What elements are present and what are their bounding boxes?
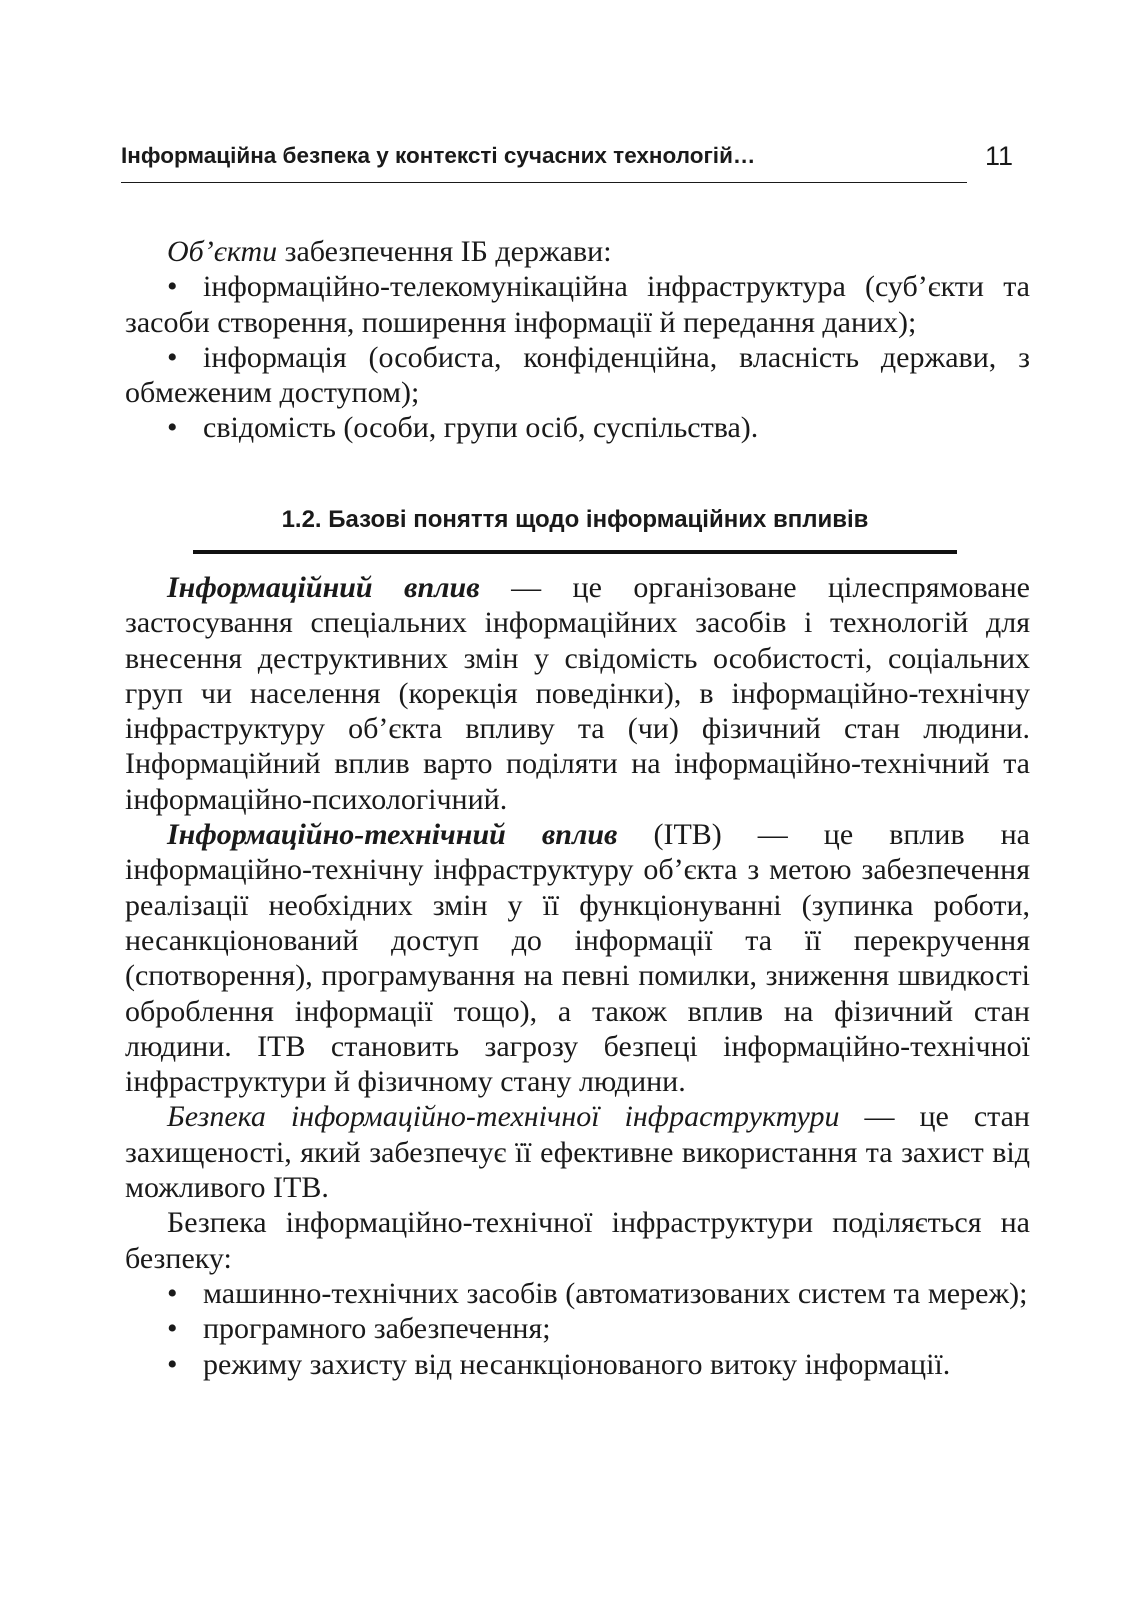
- list-item-text: програмного забезпечення;: [203, 1312, 551, 1346]
- paragraph-infrastructure-security: [125, 1099, 1030, 1205]
- bullet-icon: •: [167, 1347, 178, 1381]
- list-item-text: режиму захисту від несанкціонованого витоку інформації.: [203, 1347, 951, 1381]
- paragraph-text: Безпека інформаційно-технічної інфраструктури поділяється на безпеку:: [125, 1206, 1030, 1275]
- paragraph-text: (ІТВ) — це вплив на інформаційно-технічну інфраструктуру об’єкта з метою забезпечення реалізації необхідних змін у її функціонуванні (зупинка роботи, несанкціонований доступ до інформації та її перекручення (спотворення), програмування на певні помилки, зниження швидкості оброблення інформації тощо), а також вплив на фізичний стан людини. ІТВ становить загрозу безпеці інформаційно-технічної інфраструктури й фізичному стану людини.: [125, 818, 1030, 1099]
- paragraph-text: — це організоване цілеспрямоване застосування спеціальних інформаційних засобів і технологій для внесення деструктивних змін у свідомість особистості, соціальних груп чи населення (корекція поведінки), в інформаційно-технічну інфраструктуру об’єкта впливу та (чи) фізичний стан людини. Інформаційний вплив варто поділяти на інформаційно-технічний та інформаційно-психологічний.: [125, 571, 1030, 816]
- list-item-text: інформаційно-телекомунікаційна інфраструктура (суб’єкти та засоби створення, поширення інформації й передання даних);: [125, 270, 1030, 339]
- paragraph-information-influence: [125, 570, 1030, 817]
- term: Інформаційно-технічний вплив: [167, 818, 618, 852]
- bullet-icon: •: [167, 340, 178, 374]
- objects-lead-italic: Об’єкти: [167, 235, 278, 268]
- list-item-text: свідомість (особи, групи осіб, суспільства).: [203, 411, 759, 445]
- section-heading: 1.2. Базові поняття щодо інформаційних впливів: [281, 506, 869, 533]
- paragraph-technical-influence: [125, 817, 1030, 1099]
- body-block: [125, 570, 1030, 1382]
- list-item: [125, 1311, 1030, 1346]
- list-item: [125, 269, 1030, 340]
- term: Безпека інформаційно-технічної інфраструктури: [167, 1100, 840, 1134]
- list-item-text: машинно-технічних засобів (автоматизованих систем та мереж);: [203, 1276, 1028, 1310]
- running-header-title: Інформаційна безпека у контексті сучасних технологій…: [121, 143, 756, 168]
- list-item-text: інформація (особиста, конфіденційна, власність держави, з обмеженим доступом);: [125, 340, 1030, 410]
- paragraph-text: — це стан захищеності, який забезпечує її ефективне використання та захист від можливого ІТВ.: [125, 1100, 1030, 1205]
- paragraph-security-division: [125, 1205, 1030, 1276]
- objects-lead-rest: забезпечення ІБ держави:: [277, 235, 612, 268]
- list-item: [125, 340, 1030, 411]
- bullet-icon: •: [167, 1276, 178, 1310]
- term: Інформаційний вплив: [167, 571, 480, 604]
- bullet-icon: •: [167, 1312, 178, 1346]
- list-item: [125, 1276, 1030, 1311]
- list-item: [125, 1347, 1030, 1382]
- section-rule: [193, 550, 957, 554]
- bullet-icon: •: [167, 270, 178, 304]
- list-item: [125, 410, 1030, 445]
- bullet-icon: •: [167, 411, 178, 445]
- objects-block: [125, 234, 1030, 446]
- objects-lead: [125, 234, 1030, 269]
- header-rule: [121, 182, 967, 183]
- page-number: 11: [985, 141, 1014, 171]
